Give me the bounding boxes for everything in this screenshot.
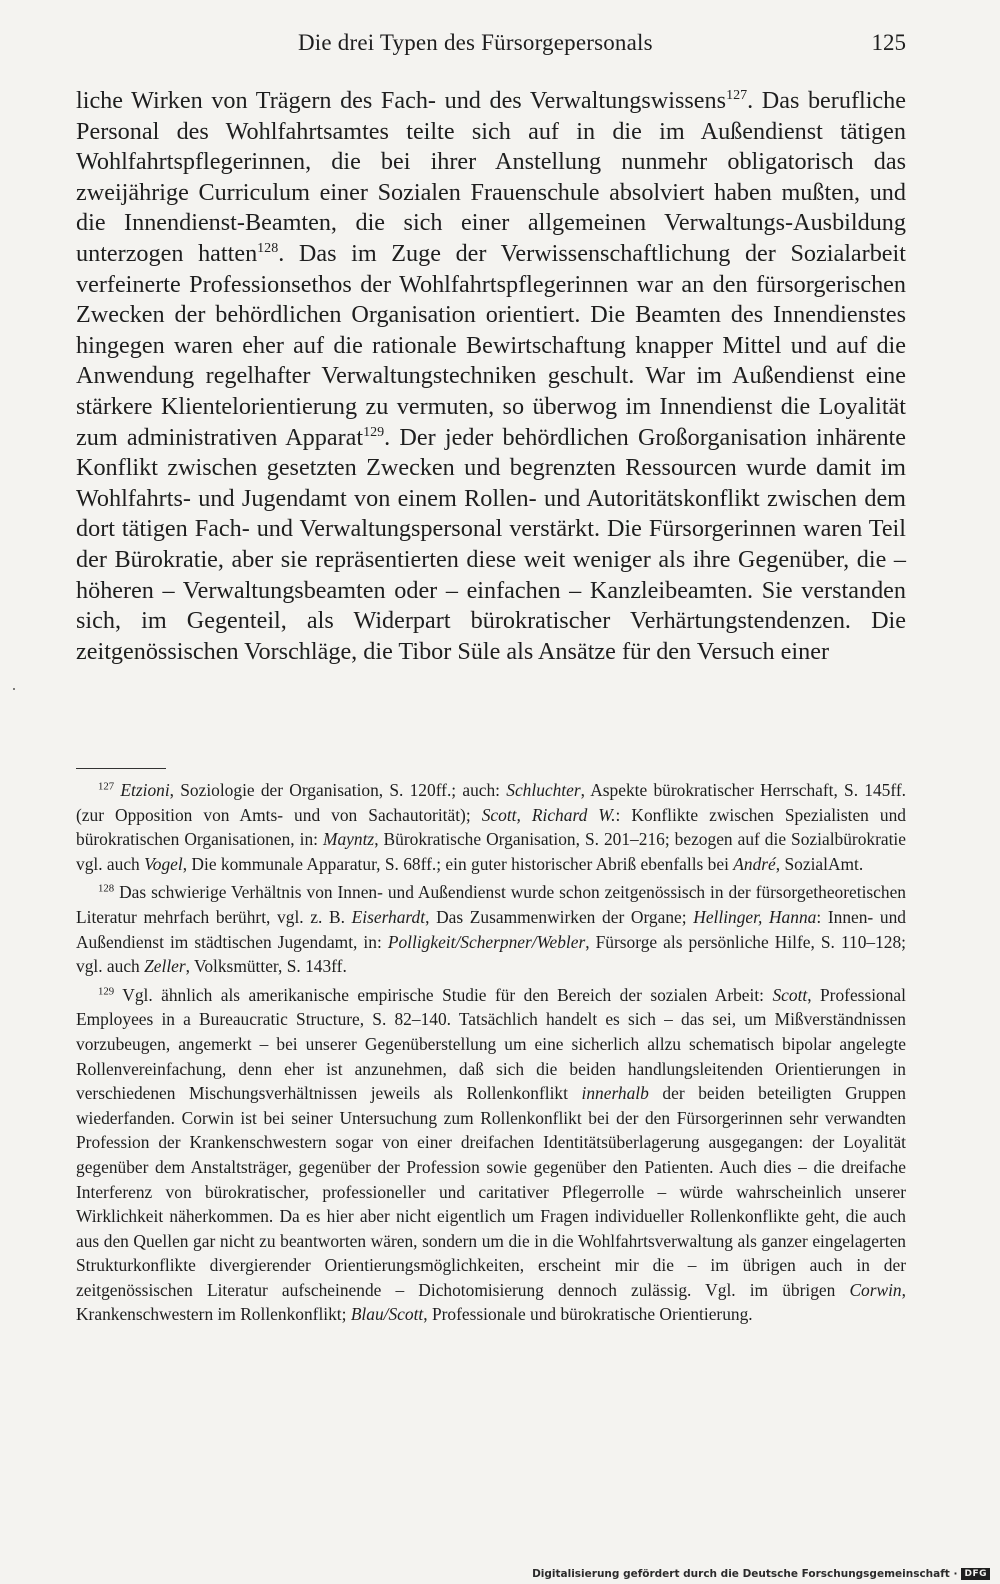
footnote-italic-run: Schluchter — [506, 780, 581, 800]
footnote-run: , Professional Employees in a Bureaucratic Structure, S. 82–140. Tatsächlich handelt es sich – das sei, um Mißverständnissen vorzubeugen, angemerkt – bei unserer Gegenüberstellung um eine sicherlich allzu schematisch bipolar angelegte Rollenvereinfachung, denn eher ist anzunehmen, daß sich die beiden handlungsleitenden Orientierungen in verschiedenen Mischungsverhältnissen jeweils als Rollenkonflikt — [76, 984, 906, 1104]
footnote-run: Das schwierige Verhältnis von Innen- und Außendienst wurde schon zeitgenössisch in der fürsorgetheoretischen Literatur mehrfach berührt, vgl. z. B. — [76, 882, 906, 927]
margin-mark — [13, 688, 15, 690]
footnote-italic-run: Hellinger, Hanna — [693, 906, 817, 927]
running-title: Die drei Typen des Fürsorgepersonals — [298, 30, 653, 55]
footnote-number: 129 — [98, 985, 115, 998]
footnote-italic-run: Corwin — [849, 1279, 902, 1300]
footnote-italic-run: innerhalb — [581, 1083, 649, 1104]
footnote-run: , Krankenschwestern im Rollenkonflikt; — [76, 1279, 906, 1325]
body-paragraph — [76, 86, 906, 667]
footnote-run: , Die kommunale Apparatur, S. 68ff.; ein guter historischer Abriß ebenfalls bei — [182, 853, 734, 874]
footnote-italic-run: Scott, Richard W. — [481, 804, 616, 825]
footnote-run: , Das Zusammenwirken der Organe; — [425, 906, 694, 927]
footnote-italic-run: Polligkeit/Scherpner/Webler — [387, 931, 586, 952]
footnote-128 — [76, 880, 906, 978]
footnote-run: , Fürsorge als persönliche Hilfe, S. 110–128; vgl. auch — [76, 931, 907, 977]
footnote-127 — [76, 778, 906, 876]
footnote-text — [76, 780, 906, 874]
footnote-run: , Bürokratische Organisation, S. 201–216; bezogen auf die Sozialbürokratie vgl. auch — [76, 829, 906, 874]
footnote-italic-run: Zeller — [144, 956, 186, 977]
footnote-italic-run: Vogel — [144, 853, 183, 874]
footnote-italic-run: Scott — [772, 984, 808, 1005]
footnote-run: : Konflikte zwischen Spezialisten und bürokratischen Organisationen, in: — [76, 804, 907, 850]
banner-text: Digitalisierung gefördert durch die Deutsche Forschungsgemeinschaft · — [532, 1568, 958, 1580]
footnote-italic-run: Blau/Scott — [350, 1304, 424, 1325]
footnote-run: , Volksmütter, S. 143ff. — [185, 956, 347, 977]
footnote-run: : Innen- und Außendienst im städtischen Jugendamt, in: — [76, 906, 906, 952]
footnote-italic-run: Etzioni — [120, 780, 170, 800]
page-header — [76, 24, 906, 64]
footnote-run: , Aspekte bürokratischer Herrschaft, S. 145ff. (zur Opposition von Amts- und von Sachautorität); — [76, 780, 906, 825]
body-segment: . Das im Zuge der Verwissenschaftlichung der Sozialarbeit verfeinerte Professionsethos der Wohlfahrtspflegerinnen war an den fürsorgerischen Zwecken der behördlichen Organisation orientiert. Die Beamten des Innendienstes hingegen waren eher auf die rationale Bewirtschaftung knapper Mittel und auf die Anwendung regelhafter Verwaltungstechniken geschult. War im Außendienst eine stärkere Klientelorientierung zu vermuten, so überwog im Innendienst die Loyalität zum administrativen Apparat — [76, 239, 906, 451]
footnote-run: , Professionale und bürokratische Orientierung. — [423, 1304, 753, 1325]
footnotes — [76, 778, 906, 1331]
body-segment: . Der jeder behördlichen Großorganisation inhärente Konflikt zwischen gesetzten Zwecken und begrenzten Ressourcen wurde damit im Wohlfahrts- und Jugendamt von einem Rollen- und Autoritätskonflikt zwischen dem dort tätigen Fach- und Verwaltungspersonal verstärkt. Die Fürsorgerinnen waren Teil der Bürokratie, aber sie repräsentierten diese weit weniger als ihre Gegenüber, die – höheren – Verwaltungsbeamten oder – einfachen – Kanzleibeamten. Sie verstanden sich, im Gegenteil, als Widerpart bürokratischer Verhärtungstendenzen. Die zeitgenössischen Vorschläge, die Tibor Süle als Ansätze für den Versuch einer — [76, 423, 907, 665]
footnote-ref-127[interactable]: 127 — [726, 86, 748, 103]
footnote-run: Vgl. ähnlich als amerikanische empirische Studie für den Bereich der sozialen Arbeit: — [122, 984, 773, 1005]
footnote-ref-129[interactable]: 129 — [363, 423, 385, 440]
footnote-text — [76, 985, 906, 1325]
footnote-ref-128[interactable]: 128 — [257, 239, 279, 256]
footnote-separator — [76, 768, 166, 769]
footnote-run: , SozialAmt. — [775, 853, 864, 874]
digitization-banner — [532, 1568, 990, 1580]
footnote-run: der beiden beteiligten Gruppen wiederfanden. Corwin ist bei seiner Untersuchung zum Rollenkonflikt bei der den Fürsorgerinnen sehr verwandten Profession der Krankenschwestern sogar von einer dreifachen Identitätsüberlagerung ausgegangen: der Loyalität gegenüber dem Anstaltsträger, gegenüber der Profession sowie gegenüber den Patienten. Auch dies – die dreifache Interferenz von bürokratischer, professioneller und caritativer Pflegerrolle – würde wahrscheinlich unserer Wirklichkeit näherkommen. Da es hier aber nicht eigentlich um Fragen individueller Rollenkonflikte geht, die auch aus den Quellen gar nicht zu beantworten wären, sondern um die in die Wohlfahrtsverwaltung als ganzer eingelagerten Strukturkonflikte divergierender Orientierungsmöglichkeiten, erscheint mir die – im übrigen auch in der zeitgenössischen Literatur aufscheinende – Dichotomisierung dennoch zulässig. Vgl. im übrigen — [76, 1083, 906, 1300]
body-segment: . Das berufliche Personal des Wohlfahrtsamtes teilte sich auf in die im Außendienst tätigen Wohlfahrtspflegerinnen, die bei ihrer Anstellung nunmehr obligatorisch das zweijährige Curriculum einer Sozialen Frauenschule absolviert haben mußten, und die Innendienst-Beamten, die sich einer allgemeinen Verwaltungs-Ausbildung unterzogen hatten — [76, 87, 907, 267]
body-segment: liche Wirken von Trägern des Fach- und des Verwaltungswissens — [76, 87, 727, 114]
footnote-italic-run: Eiserhardt — [351, 906, 426, 927]
footnote-number: 127 — [98, 780, 115, 793]
footnote-text — [76, 882, 906, 976]
body-text — [76, 86, 906, 667]
footnote-run: , Soziologie der Organisation, S. 120ff.; auch: — [169, 780, 507, 800]
footnote-129 — [76, 983, 906, 1327]
dfg-logo-icon: DFG — [961, 1568, 990, 1580]
page-number: 125 — [871, 30, 906, 55]
footnote-italic-run: André — [733, 853, 776, 874]
footnote-number: 128 — [98, 882, 115, 895]
footnote-italic-run: Mayntz — [322, 829, 375, 850]
